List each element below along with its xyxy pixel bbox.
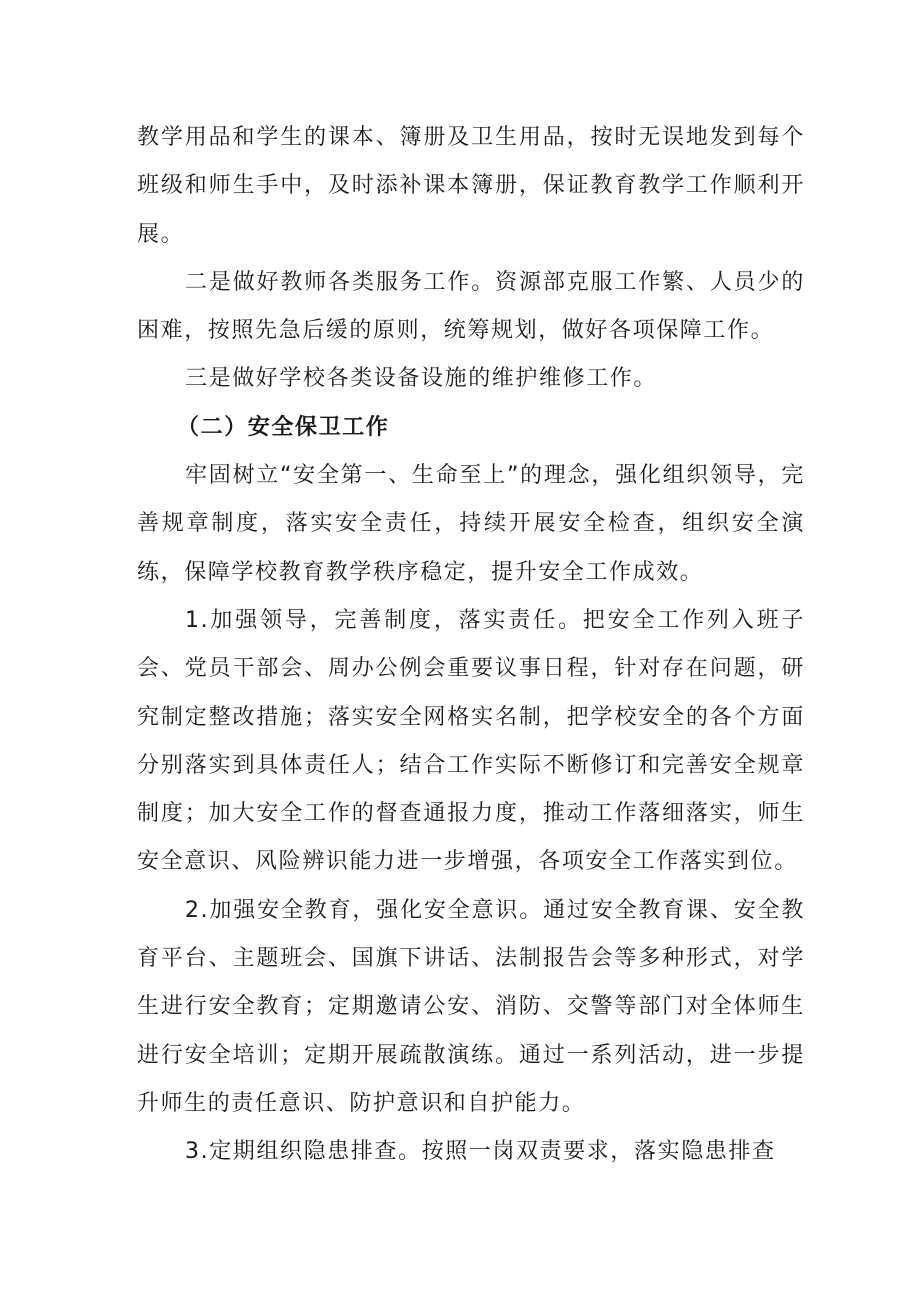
section-heading-security: （二）安全保卫工作 (177, 414, 390, 440)
paragraph-facility-maintenance: 三是做好学校各类设备设施的维护维修工作。 (185, 366, 658, 392)
paragraph-leadership: 1.加强领导，完善制度，落实责任。把安全工作列入班子会、党员干部会、周办公例会重要议事日程，针对存在问题，研究制定整改措施；落实安全网格实名制，把学校安全的各个方面分别落实到具体责任人；结合工作实际不断修订和完善安全规章制度；加大安全工作的督查通报力度，推动工作落细落实，师生安全意识、风险辨识能力进一步增强，各项安全工作落实到位。 (137, 607, 805, 875)
paragraph-supplies: 教学用品和学生的课本、簿册及卫生用品，按时无误地发到每个班级和师生手中，及时添补课本簿册，保证教育教学工作顺利开展。 (137, 125, 805, 247)
paragraph-teacher-services: 二是做好教师各类服务工作。资源部克服工作繁、人员少的困难，按照先急后缓的原则，统筹规划，做好各项保障工作。 (137, 269, 805, 344)
paragraph-security-intro: 牢固树立“安全第一、生命至上”的理念，强化组织领导，完善规章制度，落实安全责任，持续开展安全检查，组织安全演练，保障学校教育教学秩序稳定，提升安全工作成效。 (137, 463, 805, 585)
paragraph-safety-education: 2.加强安全教育，强化安全意识。通过安全教育课、安全教育平台、主题班会、国旗下讲话、法制报告会等多种形式，对学生进行安全教育；定期邀请公安、消防、交警等部门对全体师生进行安全培训；定期开展疏散演练。通过一系列活动，进一步提升师生的责任意识、防护意识和自护能力。 (137, 897, 805, 1116)
document-body (137, 114, 805, 1177)
paragraph-hazard-inspection: 3.定期组织隐患排查。按照一岗双责要求，落实隐患排查 (185, 1139, 776, 1165)
